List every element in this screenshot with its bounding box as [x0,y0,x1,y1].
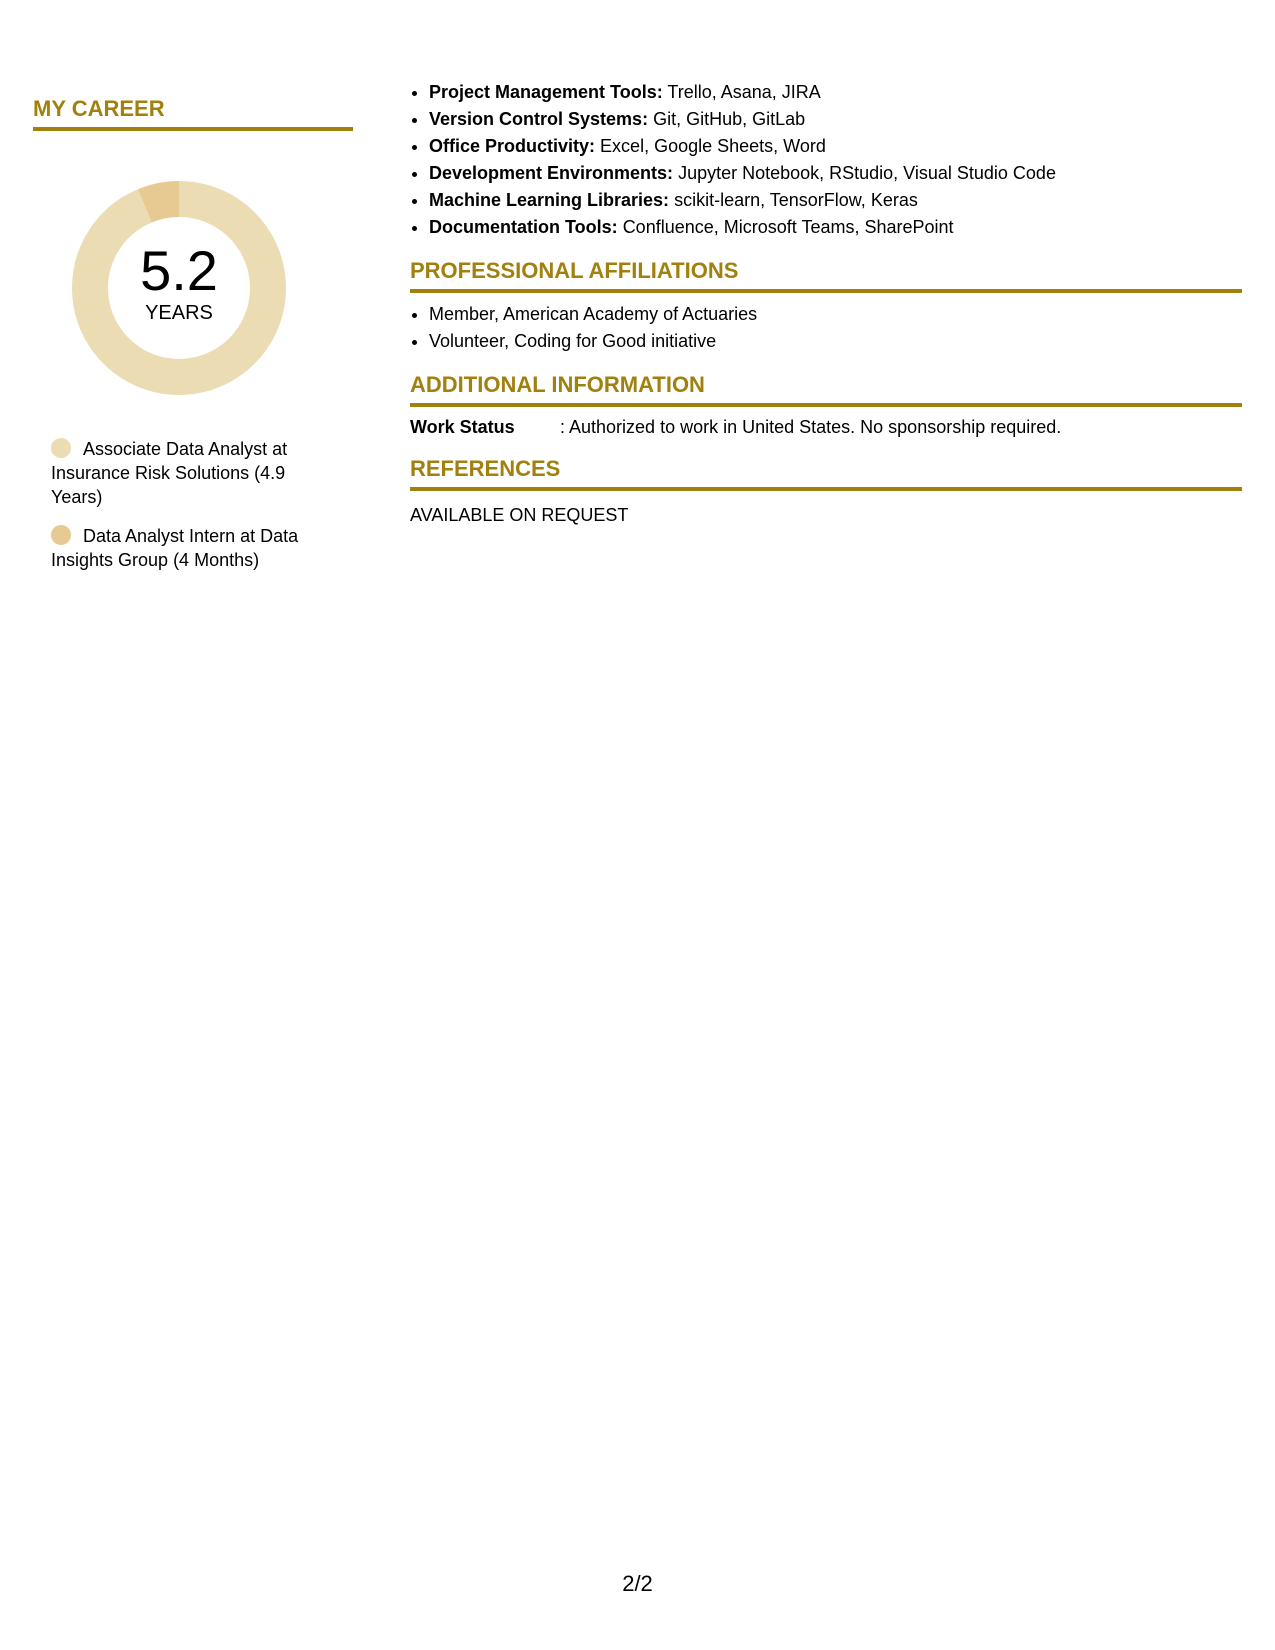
skill-value: Trello, Asana, JIRA [667,82,821,102]
skills-list [410,79,1242,241]
references-section [410,455,1242,527]
skill-value: Excel, Google Sheets, Word [600,136,826,156]
references-text: AVAILABLE ON REQUEST [410,505,629,525]
career-column [33,95,353,587]
skill-label: Version Control Systems: [429,109,649,129]
skill-value: Confluence, Microsoft Teams, SharePoint [622,217,954,237]
skill-item [429,79,1242,106]
legend-label: Associate Data Analyst at Insurance Risk Solutions (4.9 Years) [51,439,288,507]
skill-value: scikit-learn, TensorFlow, Keras [674,190,918,210]
skill-item [429,160,1242,187]
legend-dot-icon [51,438,71,458]
additional-info-section [410,371,1242,439]
legend-item [51,524,321,572]
legend-item [51,437,321,509]
legend-dot-icon [51,525,71,545]
skill-value: Jupyter Notebook, RStudio, Visual Studio Code [678,163,1056,183]
skill-label: Development Environments: [429,163,674,183]
skill-item [429,133,1242,160]
work-status-value: : Authorized to work in United States. No sponsorship required. [560,417,1062,437]
skill-item [429,214,1242,241]
career-legend [51,437,321,572]
affiliations-heading: PROFESSIONAL AFFILIATIONS [410,257,1242,293]
legend-label: Data Analyst Intern at Data Insights Group (4 Months) [51,526,299,570]
affiliations-list [410,301,1242,355]
skill-label: Project Management Tools: [429,82,663,102]
affiliation-item: • Member, American Academy of Actuaries [429,301,1242,328]
work-status-row [410,415,1242,439]
donut-center [66,175,292,401]
total-years-unit: YEARS [145,302,213,324]
details-column [410,79,1242,527]
career-donut-chart [66,175,292,401]
skill-item [429,106,1242,133]
references-heading: REFERENCES [410,455,1242,491]
career-heading: MY CAREER [33,95,353,131]
skill-label: Office Productivity: [429,136,596,156]
affiliation-item: • Volunteer, Coding for Good initiative [429,328,1242,355]
skill-value: Git, GitHub, GitLab [653,109,806,129]
skill-item [429,187,1242,214]
work-status-label: Work Status [410,417,515,437]
additional-info-heading: ADDITIONAL INFORMATION [410,371,1242,407]
skill-label: Documentation Tools: [429,217,618,237]
page-number: 2/2 [622,1571,653,1596]
total-years-value: 5.2 [140,239,218,302]
affiliations-section [410,257,1242,355]
skill-label: Machine Learning Libraries: [429,190,670,210]
